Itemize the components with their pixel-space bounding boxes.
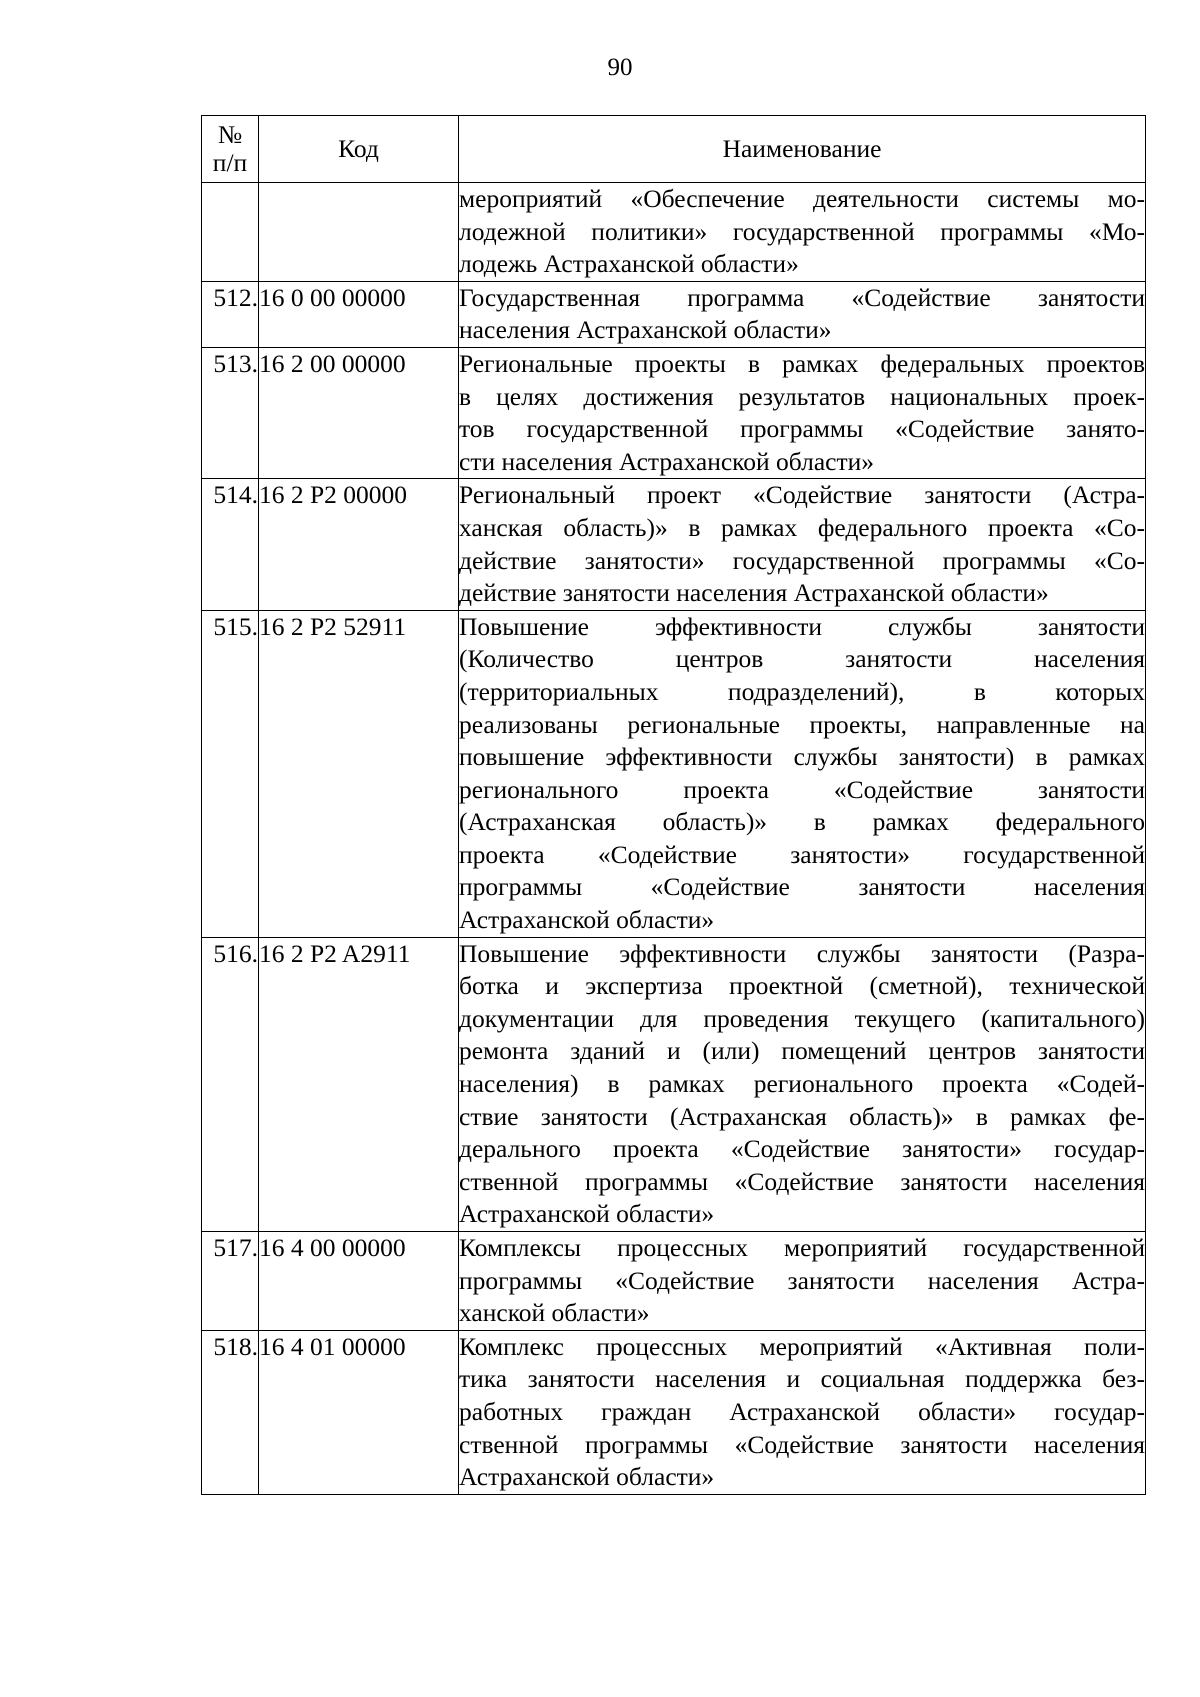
name-line: Повышение эффективности службы занятости (Разра- xyxy=(459,938,1145,968)
row-number: 518. xyxy=(202,1330,259,1494)
name-line: программы «Содействие занятости населения Астра- xyxy=(459,1265,1145,1295)
budget-code-table xyxy=(201,115,1146,1495)
name-line: населения) в рамках регионального проекта «Содей- xyxy=(459,1069,1145,1099)
table-header-row xyxy=(202,116,1146,183)
name-line: Региональный проект «Содействие занятости (Астра- xyxy=(459,480,1145,510)
page-number: 90 xyxy=(607,54,633,81)
name-line: Астраханской области» xyxy=(459,905,715,935)
row-name xyxy=(459,1232,1146,1331)
row-number xyxy=(202,183,259,282)
header-number-abbrev: п/п xyxy=(212,148,248,177)
row-name xyxy=(459,937,1146,1231)
name-line: ремонта зданий и (или) помещений центров занятости xyxy=(459,1036,1145,1066)
table-row xyxy=(202,1330,1146,1494)
table-row xyxy=(202,1232,1146,1331)
name-line: (территориальных подразделений), в которых xyxy=(459,676,1145,706)
row-code: 16 2 P2 A2911 xyxy=(259,937,459,1231)
name-line: тика занятости населения и социальная поддержка без- xyxy=(459,1364,1145,1394)
row-name xyxy=(459,347,1146,478)
name-line: Комплекс процессных мероприятий «Активная поли- xyxy=(459,1331,1145,1361)
name-line: Государственная программа «Содействие занятости xyxy=(459,282,1145,312)
name-line: ханской области» xyxy=(459,1298,650,1328)
table-row xyxy=(202,479,1146,610)
row-code: 16 0 00 00000 xyxy=(259,281,459,347)
row-number: 517. xyxy=(202,1232,259,1331)
row-name xyxy=(459,183,1146,282)
name-line: населения Астраханской области» xyxy=(459,315,832,345)
name-line: в целях достижения результатов национальных проек- xyxy=(459,381,1145,411)
header-number xyxy=(202,116,259,183)
row-code: 16 2 00 00000 xyxy=(259,347,459,478)
row-number: 515. xyxy=(202,610,259,937)
name-line: ствие занятости (Астраханская область)» в рамках фе- xyxy=(459,1101,1145,1131)
name-line: Комплексы процессных мероприятий государственной xyxy=(459,1233,1145,1262)
row-number: 516. xyxy=(202,937,259,1231)
table-row xyxy=(202,937,1146,1231)
name-line: ханская область)» в рамках федерального проекта «Со- xyxy=(459,512,1145,542)
name-line: Региональные проекты в рамках федеральных проектов xyxy=(459,348,1145,378)
name-line: программы «Содействие занятости населения xyxy=(459,872,1145,902)
header-name: Наименование xyxy=(459,116,1146,183)
name-line: ботка и экспертиза проектной (сметной), технической xyxy=(459,971,1145,1001)
table-row xyxy=(202,183,1146,282)
row-name xyxy=(459,479,1146,610)
row-code: 16 4 01 00000 xyxy=(259,1330,459,1494)
header-number-sign: № xyxy=(217,120,243,149)
row-name xyxy=(459,1330,1146,1494)
name-line: Повышение эффективности службы занятости xyxy=(459,611,1145,641)
table-row xyxy=(202,281,1146,347)
name-line: действие занятости» государственной программы «Со- xyxy=(459,545,1145,575)
table-row xyxy=(202,347,1146,478)
name-line: ственной программы «Содействие занятости населения xyxy=(459,1429,1145,1459)
name-line: лодежной политики» государственной программы «Мо- xyxy=(459,216,1145,246)
name-line: повышение эффективности службы занятости) в рамках xyxy=(459,742,1145,772)
name-line: мероприятий «Обеспечение деятельности системы мо- xyxy=(459,184,1145,213)
row-number: 514. xyxy=(202,479,259,610)
name-line: Астраханской области» xyxy=(459,1462,715,1492)
name-line: (Количество центров занятости населения xyxy=(459,644,1145,674)
name-line: документации для проведения текущего (капитального) xyxy=(459,1003,1145,1033)
name-line: регионального проекта «Содействие занятости xyxy=(459,774,1145,804)
row-code: 16 2 P2 52911 xyxy=(259,610,459,937)
name-line: ственной программы «Содействие занятости населения xyxy=(459,1166,1145,1196)
row-number: 512. xyxy=(202,281,259,347)
table-body xyxy=(202,183,1146,1495)
row-number: 513. xyxy=(202,347,259,478)
row-code xyxy=(259,183,459,282)
name-line: (Астраханская область)» в рамках федерального xyxy=(459,807,1145,837)
table-row xyxy=(202,610,1146,937)
header-code: Код xyxy=(259,116,459,183)
row-name xyxy=(459,281,1146,347)
name-line: работных граждан Астраханской области» государ- xyxy=(459,1396,1145,1426)
name-line: тов государственной программы «Содействие занято- xyxy=(459,414,1145,444)
row-code: 16 2 P2 00000 xyxy=(259,479,459,610)
row-name xyxy=(459,610,1146,937)
name-line: сти населения Астраханской области» xyxy=(459,446,875,476)
name-line: Астраханской области» xyxy=(459,1199,715,1229)
name-line: лодежь Астраханской области» xyxy=(459,249,799,279)
name-line: дерального проекта «Содействие занятости» государ- xyxy=(459,1134,1145,1164)
name-line: действие занятости населения Астраханской области» xyxy=(459,578,1049,608)
name-line: реализованы региональные проекты, направленные на xyxy=(459,709,1145,739)
row-code: 16 4 00 00000 xyxy=(259,1232,459,1331)
name-line: проекта «Содействие занятости» государственной xyxy=(459,839,1145,869)
